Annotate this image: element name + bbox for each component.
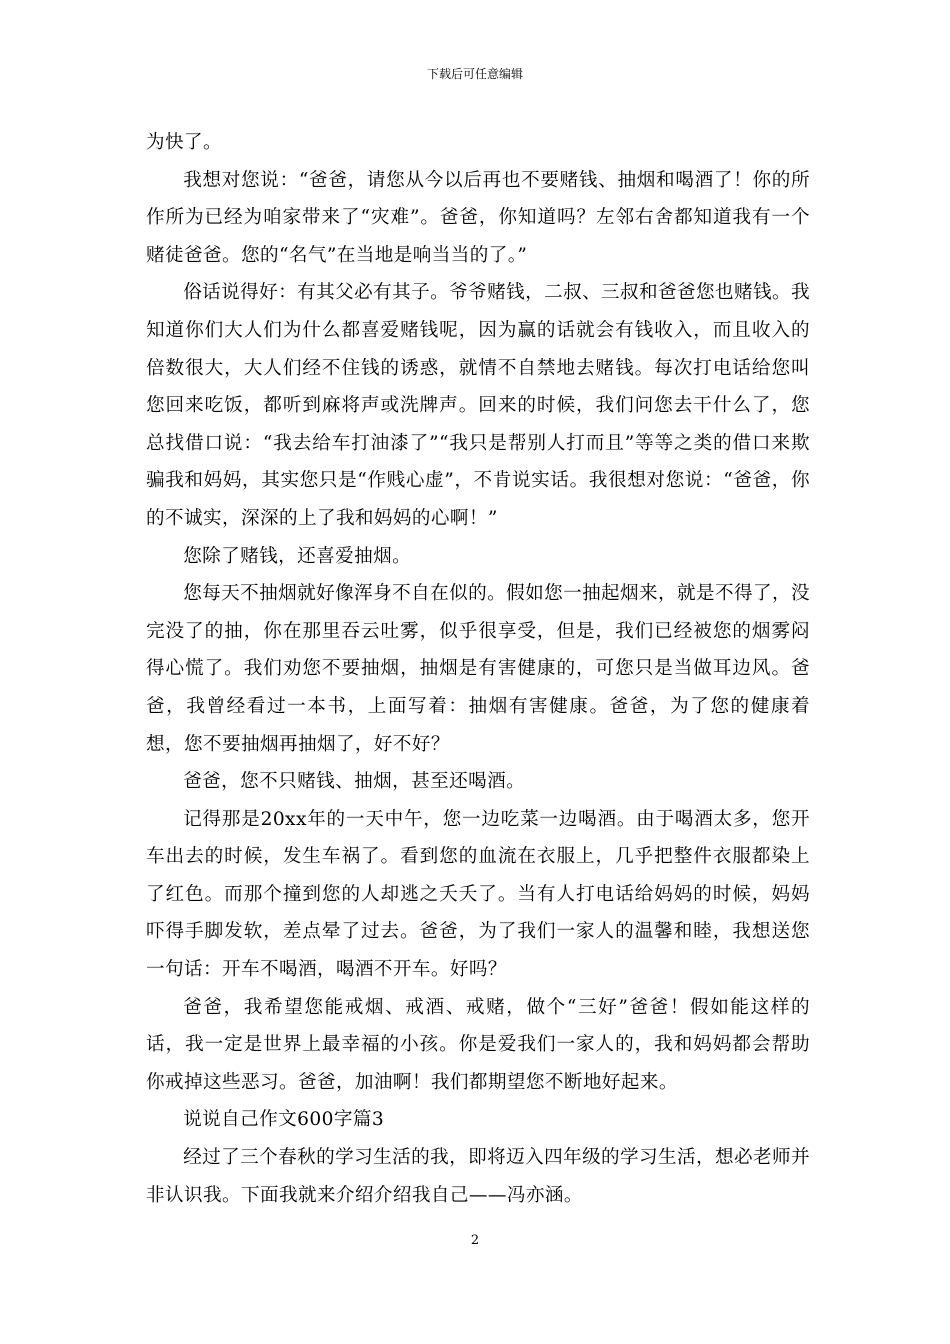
paragraph: 您每天不抽烟就好像浑身不自在似的。假如您一抽起烟来，就是不得了，没完没了的抽，你在那里吞云吐雾，似乎很享受，但是，我们已经被您的烟雾闷得心慌了。我们劝您不要抽烟，抽烟是有害健康的，可您只是当做耳边风。爸爸，我曾经看过一本书，上面写着：抽烟有害健康。爸爸，为了您的健康着想，您不要抽烟再抽烟了，好不好？: [146, 583, 810, 755]
section-heading: 说说自己作文600字篇3: [183, 1109, 385, 1131]
paragraph: 我想对您说：“爸爸，请您从今以后再也不要赌钱、抽烟和喝酒了！你的所作所为已经为咱家带来了“灾难”。爸爸，你知道吗？左邻右舍都知道我有一个赌徒爸爸。您的“名气”在当地是响当当的了。”: [146, 169, 810, 266]
paragraph: 您除了赌钱，还喜爱抽烟。: [183, 545, 412, 567]
paragraph-continuation: 为快了。: [146, 132, 222, 153]
paragraph: 爸爸，我希望您能戒烟、戒酒、戒赌，做个“三好”爸爸！假如能这样的话，我一定是世界上最幸福的小孩。你是爱我们一家人的，我和妈妈都会帮助你戒掉这些恶习。爸爸，加油啊！我们都期望您不断地好起来。: [146, 996, 810, 1093]
page-header-note: 下载后可任意编辑: [426, 67, 523, 81]
paragraph: 爸爸，您不只赌钱、抽烟，甚至还喝酒。: [183, 771, 526, 793]
paragraph: 经过了三个春秋的学习生活的我，即将迈入四年级的学习生活，想必老师并非认识我。下面我就来介绍介绍我自己——冯亦涵。: [146, 1147, 810, 1206]
page-number: 2: [470, 1233, 480, 1248]
document-body: [146, 124, 810, 1214]
paragraph: 俗话说得好：有其父必有其子。爷爷赌钱，二叔、三叔和爸爸您也赌钱。我知道你们大人们为什么都喜爱赌钱呢，因为赢的话就会有钱收入，而且收入的倍数很大，大人们经不住钱的诱惑，就情不自禁地去赌钱。每次打电话给您叫您回来吃饭，都听到麻将声或洗牌声。回来的时候，我们问您去干什么了，您总找借口说：“我去给车打油漆了”“我只是帮别人打而且”等等之类的借口来欺骗我和妈妈，其实您只是“作贱心虚”，不肯说实话。我很想对您说：“爸爸，你的不诚实，深深的上了我和妈妈的心啊！”: [146, 282, 810, 529]
paragraph: 记得那是20xx年的一天中午，您一边吃菜一边喝酒。由于喝酒太多，您开车出去的时候，发生车祸了。看到您的血流在衣服上，几乎把整件衣服都染上了红色。而那个撞到您的人却逃之夭夭了。当有人打电话给妈妈的时候，妈妈吓得手脚发软，差点晕了过去。爸爸，为了我们一家人的温馨和睦，我想送您一句话：开车不喝酒，喝酒不开车。好吗？: [146, 808, 810, 981]
